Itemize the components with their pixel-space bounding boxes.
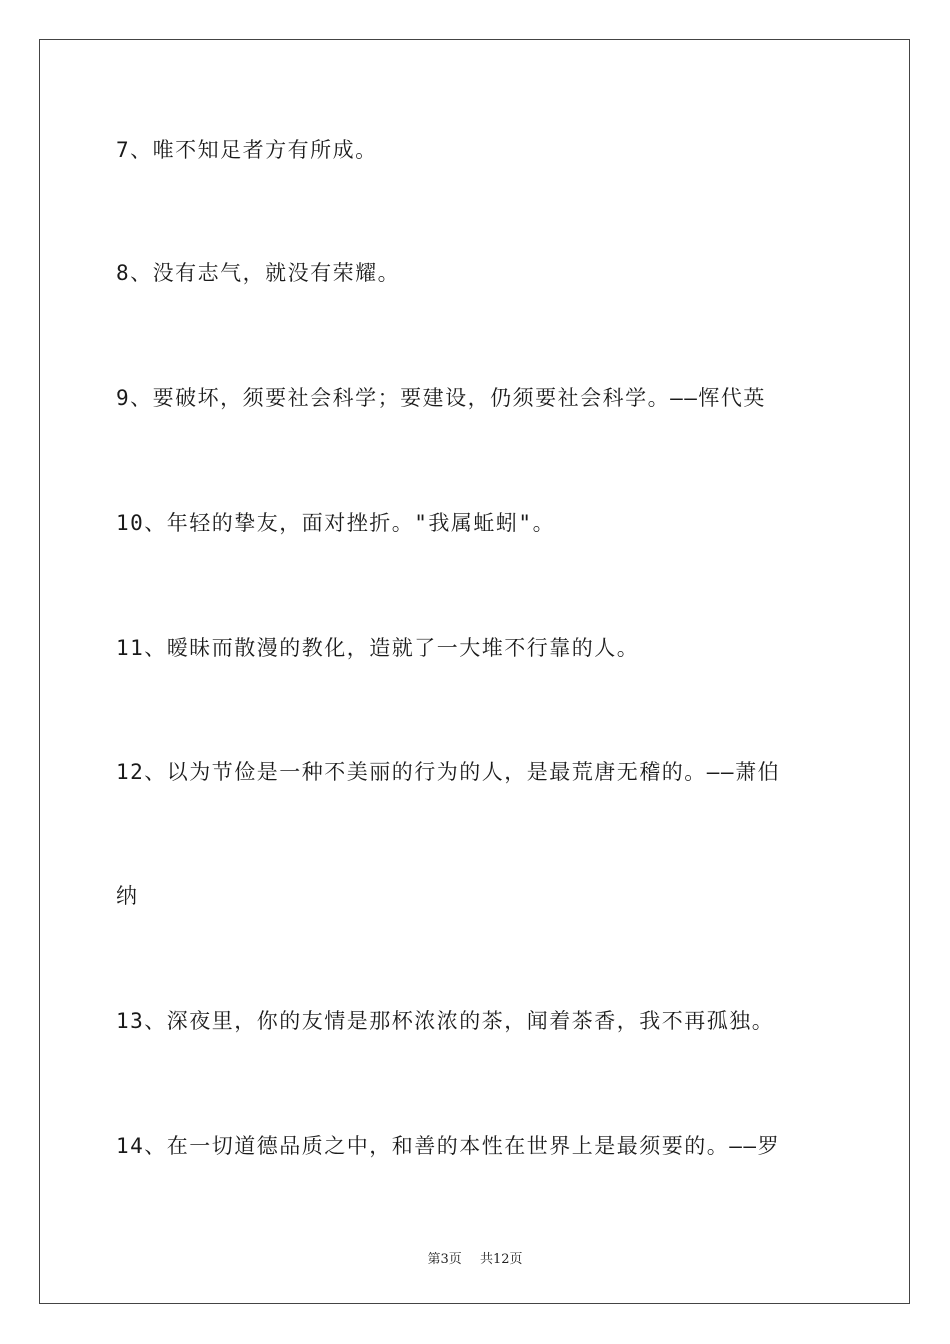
page-border bbox=[39, 39, 910, 1304]
text-line-7: 纳 bbox=[116, 884, 139, 908]
text-line-5: 11、暧昧而散漫的教化，造就了一大堆不行靠的人。 bbox=[116, 636, 640, 660]
text-line-1: 7、唯不知足者方有所成。 bbox=[116, 138, 378, 162]
page-number-total: 共12页 bbox=[479, 1252, 523, 1267]
text-line-4: 10、年轻的挚友，面对挫折。"我属蚯蚓"。 bbox=[116, 511, 556, 535]
text-line-2: 8、没有志气，就没有荣耀。 bbox=[116, 261, 401, 285]
text-line-3: 9、要破坏，须要社会科学；要建设，仍须要社会科学。——恽代英 bbox=[116, 386, 766, 410]
text-line-8: 13、深夜里，你的友情是那杯浓浓的茶，闻着茶香，我不再孤独。 bbox=[116, 1009, 775, 1033]
page-footer bbox=[0, 1248, 950, 1267]
page-number-current: 第3页 bbox=[427, 1252, 462, 1267]
text-line-9: 14、在一切道德品质之中，和善的本性在世界上是最须要的。——罗 bbox=[116, 1134, 781, 1158]
text-line-6: 12、以为节俭是一种不美丽的行为的人，是最荒唐无稽的。——萧伯 bbox=[116, 760, 781, 784]
